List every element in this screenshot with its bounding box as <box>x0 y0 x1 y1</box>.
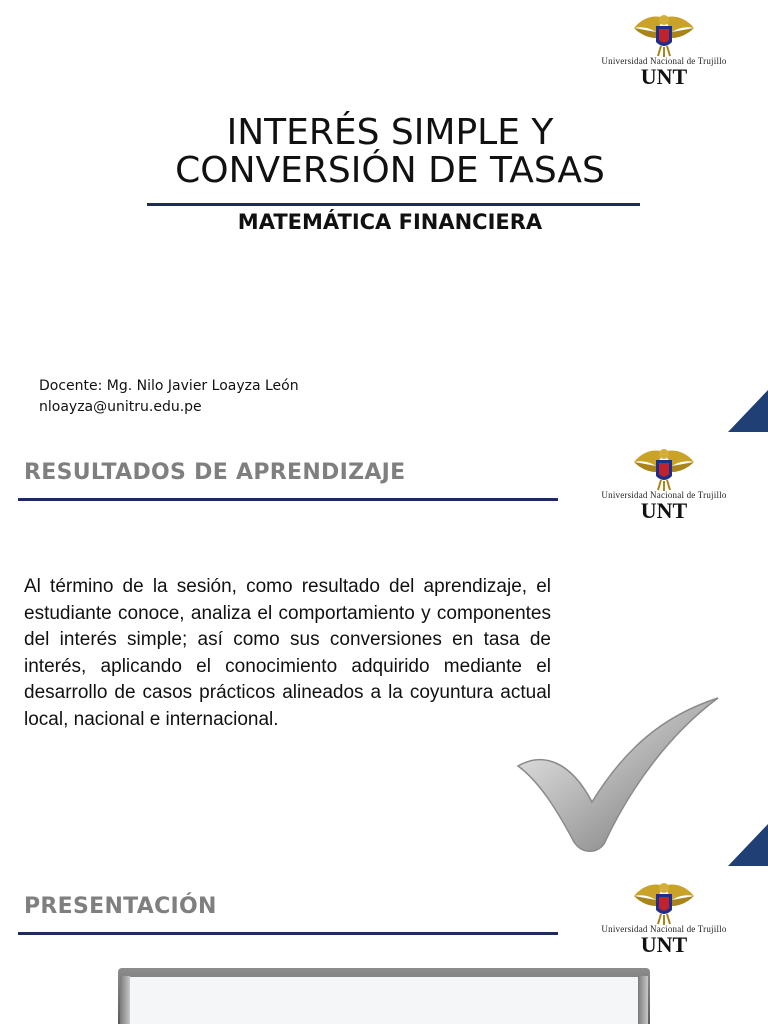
title-divider <box>147 203 640 206</box>
eagle-crest-icon <box>628 446 700 492</box>
presentation-title <box>140 114 640 190</box>
corner-triangle-decoration <box>728 390 768 432</box>
unt-logo <box>576 880 752 958</box>
title-line-1: INTERÉS SIMPLE Y <box>226 112 554 153</box>
eagle-crest-icon <box>628 12 700 58</box>
slide-learning-outcomes <box>0 432 768 866</box>
university-name: Universidad Nacional de Trujillo <box>601 56 727 66</box>
whiteboard-icon <box>118 968 650 1024</box>
checkmark-icon <box>512 694 722 854</box>
slide-title <box>0 0 768 432</box>
university-name: Universidad Nacional de Trujillo <box>601 490 727 500</box>
corner-triangle-decoration <box>728 824 768 866</box>
instructor-email: nloayza@unitru.edu.pe <box>39 399 202 415</box>
section-heading: RESULTADOS DE APRENDIZAJE <box>24 460 406 485</box>
heading-divider <box>18 932 558 935</box>
university-acronym: UNT <box>640 498 688 523</box>
instructor-name: Docente: Mg. Nilo Javier Loayza León <box>39 378 299 394</box>
university-acronym: UNT <box>640 932 688 957</box>
unt-logo <box>576 446 752 524</box>
university-acronym: UNT <box>640 64 688 89</box>
heading-divider <box>18 498 558 501</box>
unt-logo <box>576 12 752 90</box>
learning-outcome-text: Al término de la sesión, como resultado del aprendizaje, el estudiante conoce, analiza el comportamiento y componentes del interés simple; así como sus conversiones en tasa de interés, aplicando el conocimiento adquirido mediante el desarrollo de casos prácticos alineados a la coyuntura actual local, nacional e internacional. <box>24 576 551 730</box>
university-name: Universidad Nacional de Trujillo <box>601 924 727 934</box>
instructor-info <box>39 376 299 418</box>
slide-presentation <box>0 866 768 1024</box>
course-subtitle: MATEMÁTICA FINANCIERA <box>237 210 543 234</box>
section-heading: PRESENTACIÓN <box>24 894 217 919</box>
title-line-2: CONVERSIÓN DE TASAS <box>175 150 605 191</box>
eagle-crest-icon <box>628 880 700 926</box>
